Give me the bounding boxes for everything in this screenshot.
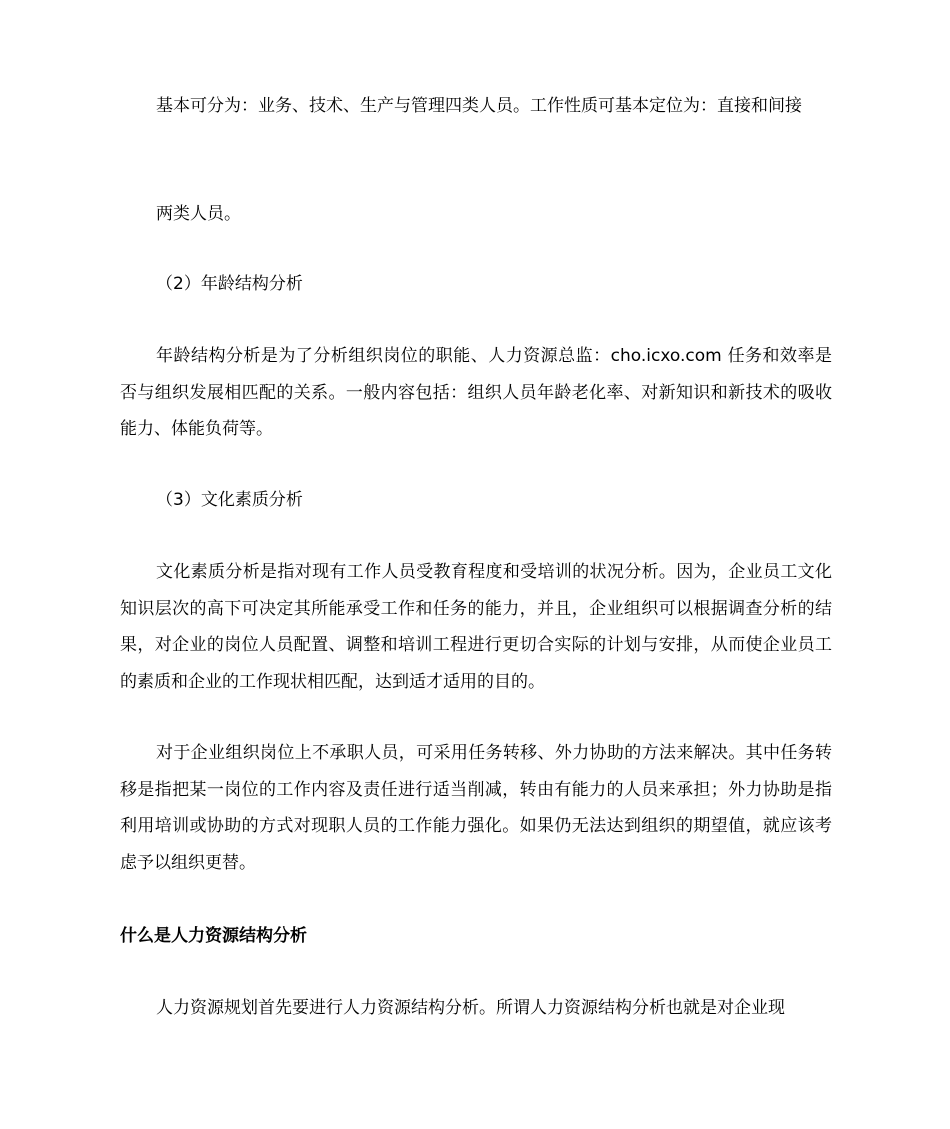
paragraph-structure-intro: 人力资源规划首先要进行人力资源结构分析。所谓人力资源结构分析也就是对企业现 [156, 998, 785, 1018]
paragraph-two-types: 两类人员。 [156, 204, 241, 224]
paragraph-unqualified-staff: 对于企业组织岗位上不承职人员，可采用任务转移、外力协助的方法来解决。其中任务转移是指把某一岗位的工作内容及责任进行适当削减，转由有能力的人员来承担；外力协助是指利用培训或协助的方式对现职人员的工作能力强化。如果仍无法达到组织的期望值，就应该考虑予以组织更替。 [120, 743, 832, 873]
paragraph-staff-categories: 基本可分为：业务、技术、生产与管理四类人员。工作性质可基本定位为：直接和间接 [156, 96, 802, 116]
section-heading: 什么是人力资源结构分析 [120, 926, 307, 946]
paragraph-age-structure: 年龄结构分析是为了分析组织岗位的职能、人力资源总监：cho.icxo.com 任务和效率是否与组织发展相匹配的关系。一般内容包括：组织人员年龄老化率、对新知识和新技术的吸收能力、体能负荷等。 [120, 346, 832, 439]
paragraph-education: 文化素质分析是指对现有工作人员受教育程度和受培训的状况分析。因为，企业员工文化知识层次的高下可决定其所能承受工作和任务的能力，并且，企业组织可以根据调查分析的结果，对企业的岗位人员配置、调整和培训工程进行更切合实际的计划与安排，从而使企业员工的素质和企业的工作现状相匹配，达到适才适用的目的。 [120, 562, 832, 692]
subheading-age-structure: （2）年龄结构分析 [156, 274, 303, 294]
subheading-education: （3）文化素质分析 [156, 490, 303, 510]
